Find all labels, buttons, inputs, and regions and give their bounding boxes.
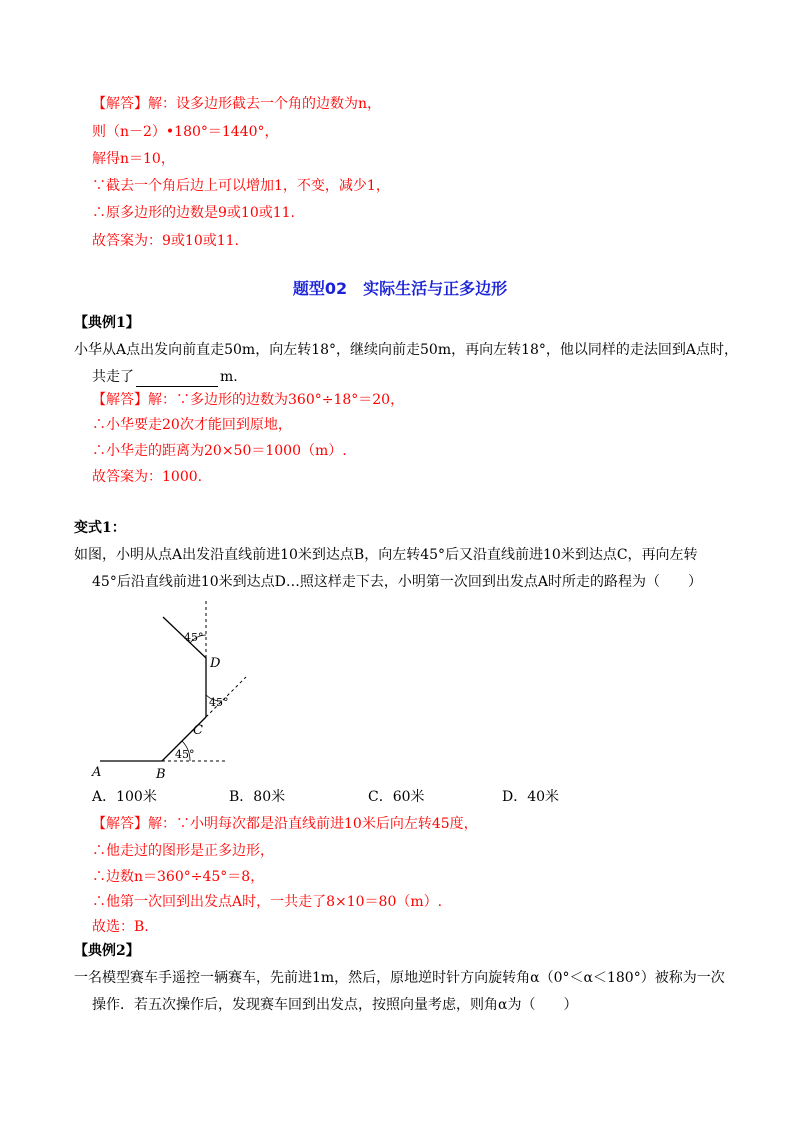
- option-d[interactable]: D．40米: [502, 789, 560, 805]
- example1-answer-line: 故答案为：1000.: [92, 469, 203, 485]
- question-suffix: m.: [220, 369, 238, 385]
- solution-line: ∵截去一个角后边上可以增加1，不变，减少1，: [92, 178, 390, 194]
- variant1-question-line1: 如图，小明从点A出发沿直线前进10米到达点B，向左转45°后又沿直线前进10米到达点C，再向左转: [74, 547, 698, 563]
- variant1-answer-line: ∴他第一次回到出发点A时，一共走了8×10＝80（m）.: [92, 894, 443, 910]
- angle-label-c: 45°: [209, 696, 229, 709]
- solution-line: 则（n－2）•180°＝1440°，: [92, 124, 279, 140]
- option-a[interactable]: A．100米: [92, 789, 157, 805]
- option-c[interactable]: C．60米: [368, 789, 425, 805]
- example1-answer-line: ∴小华走的距离为20×50＝1000（m）.: [92, 443, 347, 459]
- example2-question-line2: 操作．若五次操作后，发现赛车回到出发点，按照向量考虑，则角α为（ ）: [92, 997, 578, 1013]
- example1-answer-line: ∴小华要走20次才能回到原地，: [92, 417, 292, 433]
- solution-line: 解得n＝10，: [92, 151, 175, 167]
- example1-label: 【典例1】: [74, 315, 140, 331]
- question-prefix: 共走了: [92, 369, 134, 385]
- variant1-answer-line: 【解答】解：∵小明每次都是沿直线前进10米后向左转45度，: [92, 816, 478, 832]
- variant1-question-line2: 45°后沿直线前进10米到达点D…照这样走下去，小明第一次回到出发点A时所走的路程为（ ）: [92, 574, 702, 590]
- solution-line: ∴原多边形的边数是9或10或11.: [92, 205, 295, 221]
- variant1-answer-line: 故选：B.: [92, 919, 149, 935]
- point-label-a: A: [92, 765, 102, 780]
- point-label-b: B: [156, 767, 166, 782]
- option-b[interactable]: B．80米: [229, 789, 286, 805]
- example1-question-line1: 小华从A点出发向前直走50m，向左转18°，继续向前走50m，再向左转18°，他以同样的走法回到A点时，: [74, 342, 739, 358]
- variant1-answer-line: ∴边数n＝360°÷45°＝8，: [92, 869, 265, 885]
- example1-answer-line: 【解答】解：∵多边形的边数为360°÷18°＝20，: [92, 392, 405, 408]
- point-label-d: D: [210, 656, 221, 671]
- solution-line: 故答案为：9或10或11.: [92, 233, 239, 249]
- example2-label: 【典例2】: [74, 943, 140, 959]
- section-title: 题型02 实际生活与正多边形: [292, 279, 508, 298]
- angle-label-b: 45°: [175, 748, 195, 761]
- example2-question-line1: 一名模型赛车手遥控一辆赛车，先前进1m，然后，原地逆时针方向旋转角α（0°＜α＜180°）被称为一次: [74, 970, 725, 986]
- solution-line: 【解答】解：设多边形截去一个角的边数为n，: [92, 96, 382, 112]
- angle-label-d: 45°: [184, 631, 204, 644]
- point-label-c: C: [193, 723, 203, 738]
- variant1-answer-line: ∴他走过的图形是正多边形，: [92, 843, 274, 859]
- variant1-label: 变式1：: [74, 520, 126, 536]
